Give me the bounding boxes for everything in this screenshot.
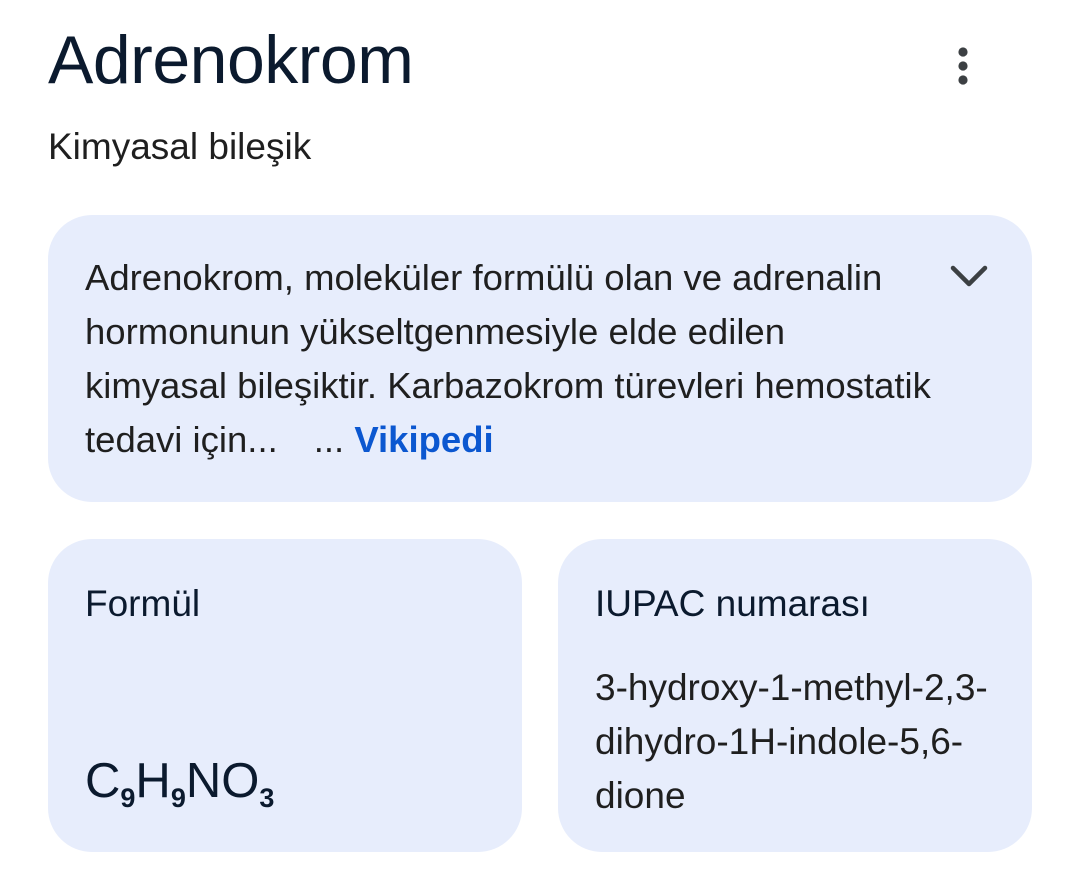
page-subtitle: Kimyasal bileşik [48, 126, 312, 167]
iupac-value: 3-hydroxy-1-methyl-2,3-dihydro-1H-indole-5,6-dione [595, 667, 988, 816]
formula-count: 9 [170, 783, 186, 813]
iupac-label: IUPAC numarası [595, 583, 870, 624]
more-options-button[interactable] [935, 38, 991, 94]
formula-symbol: C [85, 754, 121, 808]
formula-card[interactable] [48, 539, 522, 852]
iupac-card[interactable] [558, 539, 1032, 852]
more-vert-icon [955, 46, 971, 86]
formula-value [85, 751, 274, 811]
expand-description-button[interactable] [941, 251, 997, 301]
description-text: Adrenokrom, moleküler formülü olan ve adrenalin hormonunun yükseltgenmesiyle elde edilen kimyasal bileşiktir. Karbazokrom türevleri hemostatik tedavi için... [85, 257, 931, 460]
formula-symbol: H [135, 754, 171, 808]
formula-symbol: O [221, 754, 260, 808]
description-ellipsis: ... [313, 419, 345, 460]
chevron-down-icon [949, 264, 989, 288]
page-title: Adrenokrom [48, 22, 414, 98]
description-text-block [85, 251, 935, 467]
formula-count: 9 [120, 783, 136, 813]
formula-count: 3 [259, 783, 275, 813]
formula-label: Formül [85, 583, 201, 624]
formula-symbol: N [185, 754, 222, 808]
description-card[interactable] [48, 215, 1032, 502]
wikipedia-link[interactable]: Vikipedi [354, 419, 494, 460]
